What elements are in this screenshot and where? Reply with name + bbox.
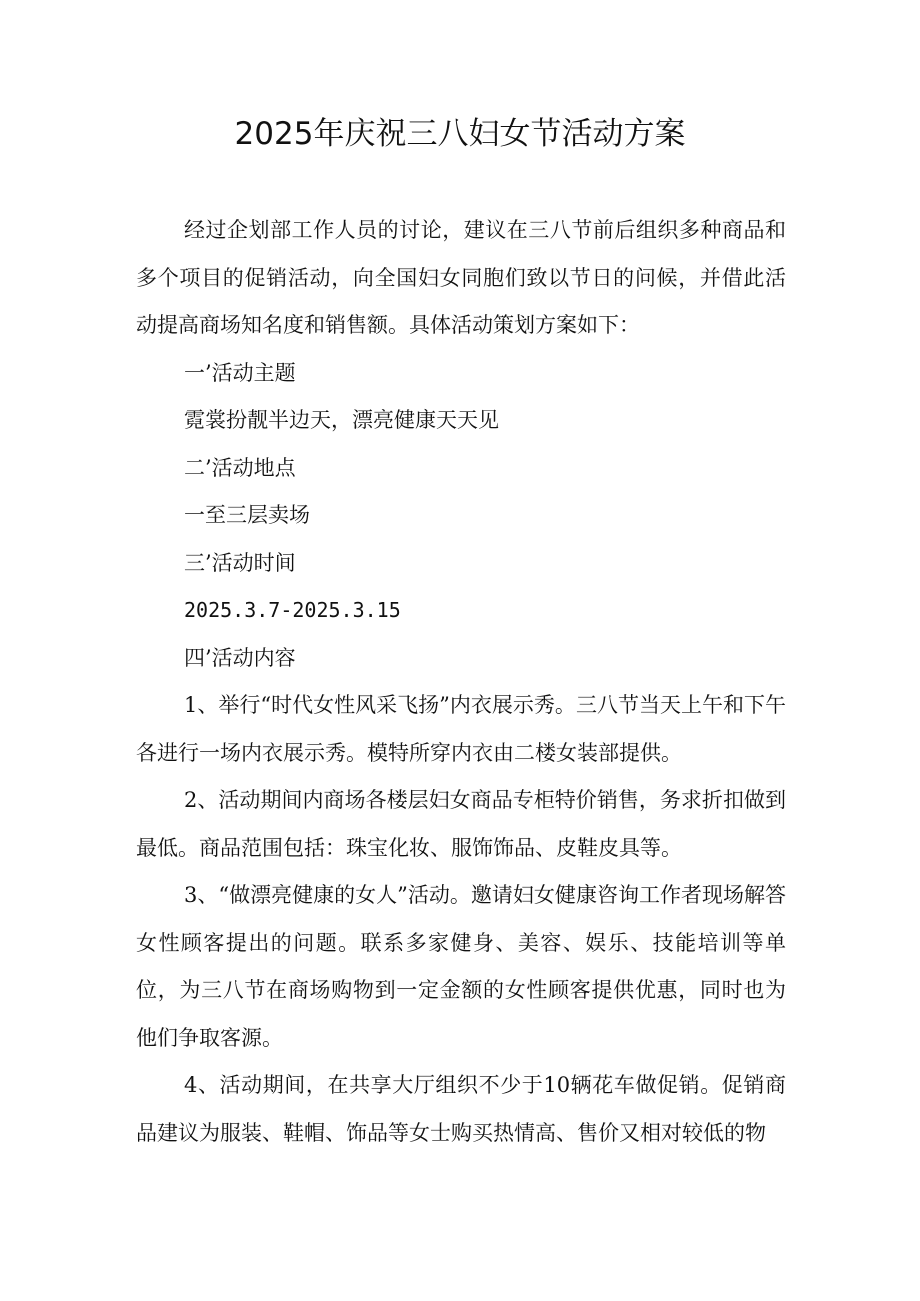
section-body-location: 一至三层卖场 [184, 503, 310, 527]
document-title: 2025年庆祝三八妇女节活动方案 [234, 116, 686, 152]
section-heading-time: 三’活动时间 [184, 550, 296, 575]
content-item-3: 3、“做漂亮健康的女人”活动。邀请妇女健康咨询工作者现场解答女性顾客提出的问题。联系多家健身、美容、娱乐、技能培训等单位，为三八节在商场购物到一定金额的女性顾客提供优惠，同时也为他们争取客源。 [136, 883, 786, 1050]
content-item-2: 2、活动期间内商场各楼层妇女商品专柜特价销售，务求折扣做到最低。商品范围包括：珠宝化妆、服饰饰品、皮鞋皮具等。 [136, 788, 786, 860]
section-heading-content: 四’活动内容 [184, 645, 296, 670]
section-body-theme: 霓裳扮靓半边天，漂亮健康天天见 [184, 408, 499, 432]
section-heading-theme: 一’活动主题 [184, 360, 296, 385]
content-item-4: 4、活动期间，在共享大厅组织不少于10辆花车做促销。促销商品建议为服装、鞋帽、饰品等女士购买热情高、售价又相对较低的物 [136, 1073, 786, 1145]
section-body-time: 2025.3.7-2025.3.15 [184, 598, 401, 622]
intro-paragraph: 经过企划部工作人员的讨论，建议在三八节前后组织多种商品和多个项目的促销活动，向全国妇女同胞们致以节日的问候，并借此活动提高商场知名度和销售额。具体活动策划方案如下： [136, 218, 786, 337]
document-body [136, 207, 786, 1157]
content-item-1: 1、举行“时代女性风采飞扬”内衣展示秀。三八节当天上午和下午各进行一场内衣展示秀。模特所穿内衣由二楼女装部提供。 [136, 693, 786, 765]
section-heading-location: 二’活动地点 [184, 455, 296, 480]
